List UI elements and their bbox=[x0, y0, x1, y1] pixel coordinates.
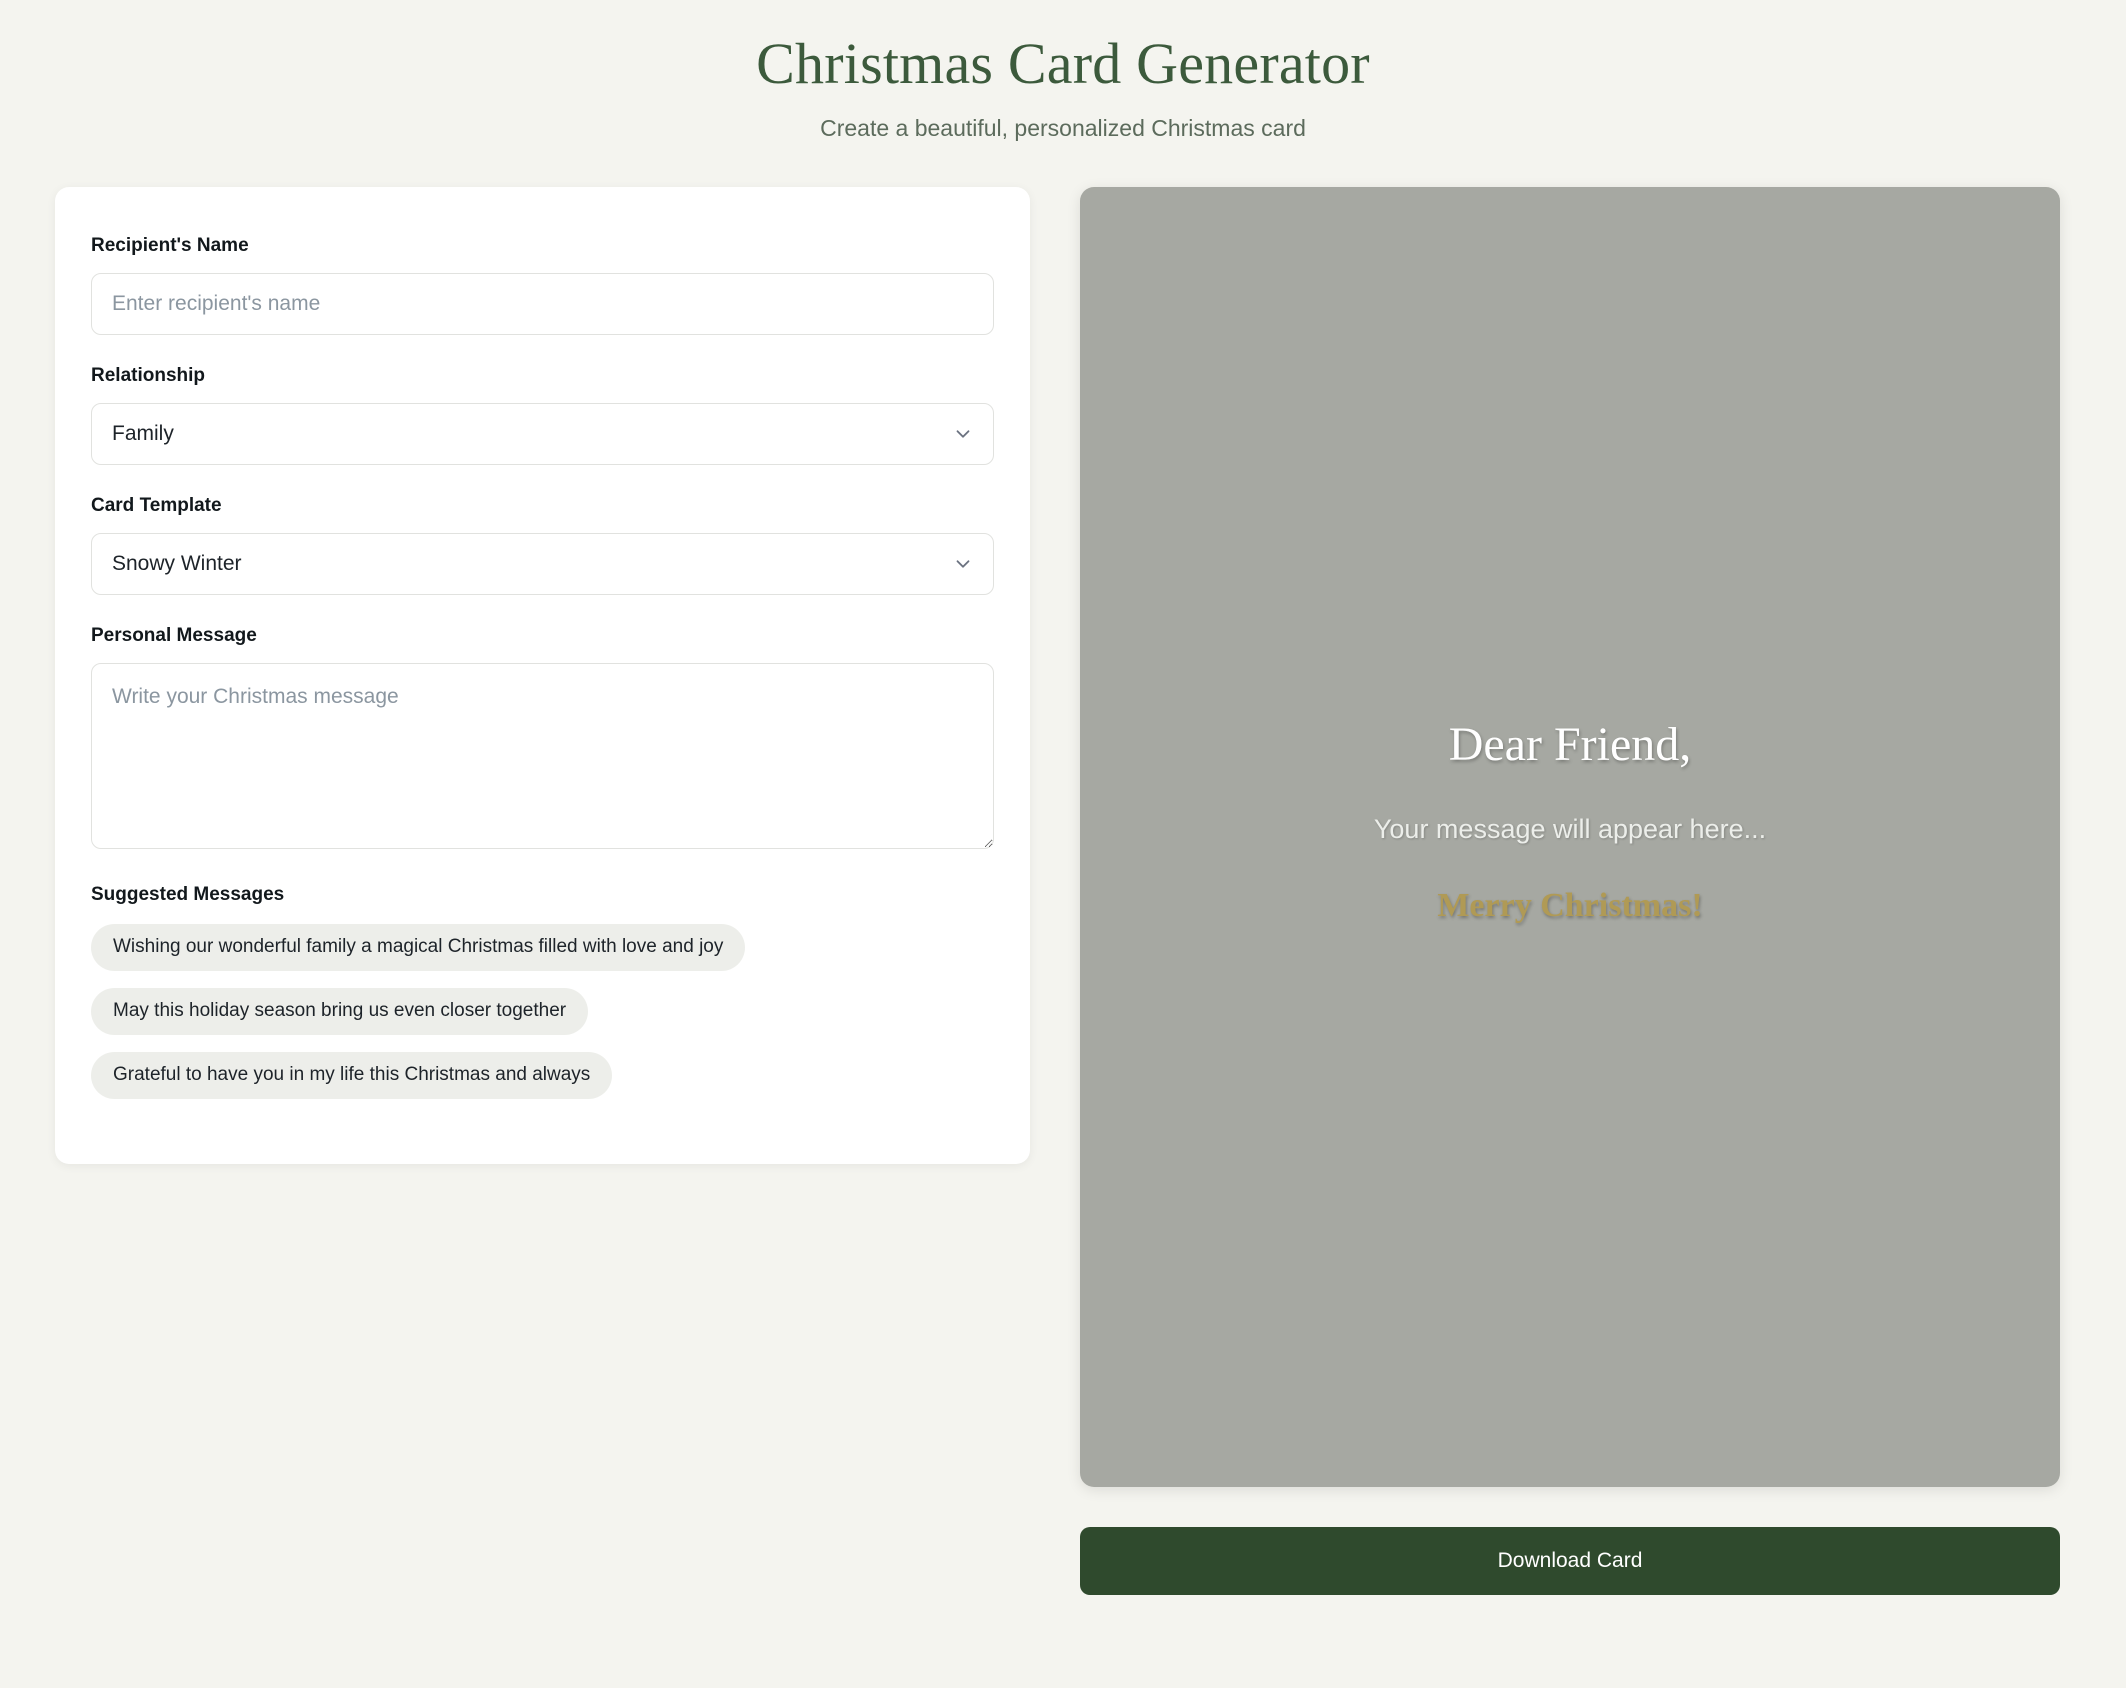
card-template-select[interactable]: Snowy Winter bbox=[91, 533, 994, 595]
card-message: Your message will appear here... bbox=[1373, 814, 1767, 844]
relationship-select[interactable]: Family bbox=[91, 403, 994, 465]
page-subtitle: Create a beautiful, personalized Christmas card bbox=[820, 115, 1306, 141]
card-signoff: Merry Christmas! bbox=[1437, 887, 1703, 924]
suggested-messages-label: Suggested Messages bbox=[91, 884, 285, 905]
page-header bbox=[0, 0, 2126, 142]
card-template-field bbox=[91, 495, 994, 595]
suggestion-chip[interactable]: May this holiday season bring us even closer together bbox=[91, 988, 588, 1035]
card-template-select-wrap bbox=[91, 533, 994, 595]
relationship-field bbox=[91, 365, 994, 465]
recipient-name-input[interactable] bbox=[91, 273, 994, 335]
suggested-messages-section bbox=[91, 884, 994, 1116]
preview-panel bbox=[1080, 187, 2060, 1595]
personal-message-textarea[interactable] bbox=[91, 663, 994, 849]
card-preview bbox=[1080, 187, 2060, 1487]
suggestion-chip[interactable]: Wishing our wonderful family a magical Christmas filled with love and joy bbox=[91, 924, 745, 971]
recipient-name-label: Recipient's Name bbox=[91, 235, 249, 256]
card-form-panel bbox=[55, 187, 1030, 1164]
main-content bbox=[0, 142, 2126, 1595]
card-greeting: Dear Friend, bbox=[1448, 718, 1692, 771]
card-template-label: Card Template bbox=[91, 495, 222, 516]
suggestion-row bbox=[91, 924, 994, 988]
page-title: Christmas Card Generator bbox=[756, 31, 1370, 96]
relationship-label: Relationship bbox=[91, 365, 206, 386]
relationship-select-wrap bbox=[91, 403, 994, 465]
personal-message-field bbox=[91, 625, 994, 854]
personal-message-label: Personal Message bbox=[91, 625, 257, 646]
suggestion-row bbox=[91, 988, 994, 1052]
download-card-button[interactable]: Download Card bbox=[1080, 1527, 2060, 1595]
suggestion-row bbox=[91, 1052, 994, 1116]
suggestion-chip[interactable]: Grateful to have you in my life this Christmas and always bbox=[91, 1052, 612, 1099]
recipient-name-field bbox=[91, 235, 994, 335]
